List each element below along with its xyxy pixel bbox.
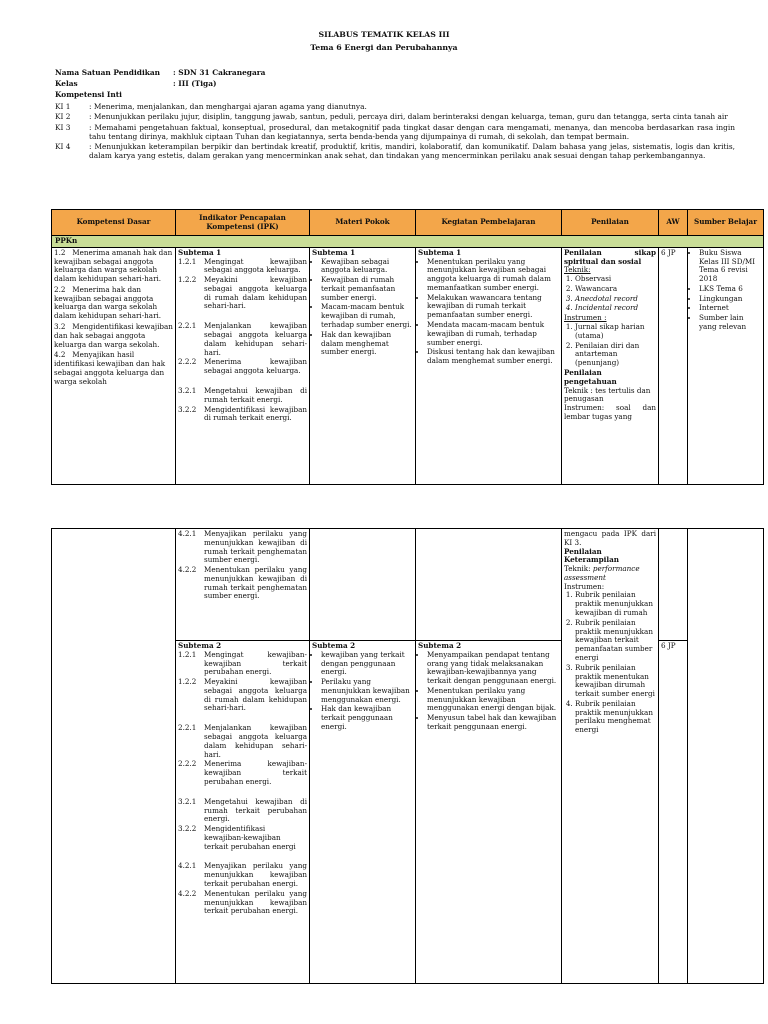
header-kegiatan: Kegiatan Pembelajaran [416,210,562,236]
penilaian-instrumen-label: Instrumen : [564,313,607,323]
ki-list [55,102,735,161]
kegiatan-item: • Mendata macam-macam bentuk kewajiban di rumah, terhadap sumber energi. [427,321,559,347]
ipk-item: 2.2.1 Menjalankan kewajiban sebagai anggota keluarga dalam kehidupan sehari-hari. [178,321,307,357]
ipk-item: 3.2.1 Mengetahui kewajiban di rumah terkait energi. [178,385,307,404]
sumber-item: • Internet [699,304,761,313]
rubrik-item: 4. Rubrik penilaian praktik menunjukkan perilaku menghemat energi [575,700,656,735]
school-value: : SDN 31 Cakranegara [173,68,266,77]
teknik-item: 3. Anecdotal record [575,295,656,304]
ki-label: KI 1 [55,102,71,111]
materi-cell-subtema-1 [310,247,416,484]
materi-subtema-heading: Subtema 2 [312,641,356,650]
kd-cell [52,247,176,484]
kegiatan-cell-continued [416,529,562,641]
ipk-item: 4.2.1 Menyajikan perilaku yang menunjukkan kewajiban terkait perubahan energi. [178,861,307,888]
header-ipk: Indikator Pencapaian Kompetensi (IPK) [176,210,310,236]
aw-cell: 6 JP [659,247,688,484]
ki-text: : Menunjukkan perilaku jujur, disiplin, tanggung jawab, santun, peduli, percaya diri, dalam berinteraksi dengan keluarga, teman, guru dan tetangga, serta cinta tanah air [89,112,728,122]
keterampilan-instrumen-label: Instrumen: [564,581,605,591]
penilaian-keterampilan-title: Penilaian Keterampilan [564,546,619,565]
ipk-item: 2.2.2 Menerima kewajiban-kewajiban terkait perubahan energi. [178,759,307,786]
rubrik-item: 2. Rubrik penilaian praktik menunjukkan kewajiban terkait pemanfaatan sumber energi [575,619,656,663]
ki-heading: Kompetensi Inti [55,90,122,99]
materi-item: • kewajiban yang terkait dengan penggunaan energi. [321,651,413,677]
kd-item: 3.2 Mengidentifikasi kewajiban dan hak sebagai anggota keluarga dan warga sekolah. [54,322,173,349]
pengetahuan-teknik: Teknik : tes tertulis dan penugasan [564,385,651,404]
ki-text: : Memahami pengetahuan faktual, konseptual, prosedural, dan metakognitif pada tingkat dasar dengan cara mengamati, menanya, dan mencoba berdasarkan rasa ingin tahu tentang dirinya, makhluk ciptaan Tuhan dan kegiatannya, serta benda-benda yang dijumpainya di rumah, di sekolah, dan tempat bermain. [89,122,735,141]
ipk-item: 3.2.2 Mengidentifikasi kewajiban-kewajiban terkait perubahan energi [178,824,296,851]
pengetahuan-instrumen-continued: mengacu pada IPK dari KI 3. [564,529,656,547]
ki-label: KI 3 [55,122,71,132]
kegiatan-item: • Diskusi tentang hak dan kewajiban dalam menghemat sumber energi. [427,348,559,366]
kegiatan-cell-subtema-2 [416,641,562,984]
ipk-item: 2.2.2 Menerima kewajiban sebagai anggota keluarga. [178,357,307,376]
pengetahuan-instrumen: Instrumen: soal dan lembar tugas yang [564,403,656,421]
kd-item: 2.2 Menerima hak dan kewajiban sebagai anggota keluarga dan warga sekolah dalam kehidupan sehari-hari. [54,284,162,321]
kegiatan-subtema-heading: Subtema 2 [418,641,462,650]
ipk-cell-subtema-1 [176,247,310,484]
header-penilaian: Penilaian [562,210,659,236]
ki-label: KI 2 [55,112,71,122]
kegiatan-item: • Melakukan wawancara tentang kewajiban di rumah terkait pemanfaatan sumber energi. [427,294,559,320]
kegiatan-item: • Menentukan perilaku yang menunjukkan kewajiban sebagai anggota keluarga di rumah dalam memanfaatkan sumber energi. [427,258,559,293]
document-title [0,28,768,54]
class-value: : III (Tiga) [173,79,217,88]
ipk-subtema-heading: Subtema 2 [178,641,222,650]
materi-subtema-heading: Subtema 1 [312,247,356,257]
kegiatan-subtema-heading: Subtema 1 [418,247,462,257]
kegiatan-cell-subtema-1 [416,247,562,484]
ki-item [55,102,735,111]
header-aw: AW [659,210,688,236]
kd-item: 4.2 Menyajikan hasil identifikasi kewajiban dan hak sebagai anggota keluarga dan warga sekolah [54,350,166,386]
sumber-item: • Buku Siswa Kelas III SD/MI Tema 6 revisi 2018 [699,249,761,284]
materi-item: • Hak dan kewajiban terkait penggunaan energi. [321,705,413,731]
ipk-cell-subtema-1-continued [176,529,310,641]
rubrik-item: 3. Rubrik penilaian praktik menentukan kewajiban dirumah terkait sumber energi [575,664,656,699]
ipk-item: 4.2.2 Menentukan perilaku yang menunjukkan kewajiban terkait perubahan energi. [178,888,307,916]
materi-item: • Macam-macam bentuk kewajiban di rumah, terhadap sumber energi. [321,303,413,329]
instrumen-item: 1. Jurnal sikap harian (utama) [575,323,656,341]
aw-cell-continued [659,529,688,641]
ipk-item: 1.2.1 Mengingat kewajiban sebagai anggota keluarga. [178,256,307,275]
ki-text: : Menunjukkan keterampilan berpikir dan bertindak kreatif, produktif, kritis, mandiri, kolaboratif, dan komunikatif. Dalam bahasa yang jelas, sistematis, logis dan kritis, dalam karya yang estetis, dalam gerakan yang mencerminkan anak sehat, dan tindakan yang mencerminkan perilaku anak sesuai dengan tahap perkembangannya. [89,142,735,161]
sumber-cell [688,247,764,484]
materi-cell-continued [310,529,416,641]
ki-text: : Menerima, menjalankan, dan menghargai ajaran agama yang dianutnya. [89,102,367,111]
class-label: Kelas [55,79,78,88]
identity-block [55,68,735,162]
sumber-cell-continued [688,529,764,984]
subject-row: PPKn [52,236,764,248]
materi-cell-subtema-2 [310,641,416,984]
ipk-item: 2.2.1 Menjalankan kewajiban sebagai anggota keluarga dalam kehidupan sehari-hari. [178,723,307,759]
header-kompetensi-dasar: Kompetensi Dasar [52,210,176,236]
ipk-item: 3.2.1 Mengetahui kewajiban di rumah terkait perubahan energi. [178,796,307,824]
ipk-item: 4.2.2 Menentukan perilaku yang menunjukkan kewajiban di rumah terkait penghematan sumber energi. [178,565,307,601]
ipk-item: 1.2.1 Mengingat kewajiban-kewajiban terkait perubahan energi. [178,649,307,677]
materi-item: • Hak dan kewajiban dalam menghemat sumber energi. [321,331,413,357]
title-line-1: SILABUS TEMATIK KELAS III [318,30,450,39]
aw-cell-subtema-2: 6 JP [659,641,688,984]
kegiatan-item: • Menentukan perilaku yang menunjukkan kewajiban menggunakan energi dengan bijak. [427,687,559,713]
ipk-item: 1.2.2 Meyakini kewajiban sebagai anggota keluarga di rumah dalam kehidupan sehari-hari. [178,275,307,311]
ipk-item: 4.2.1 Menyajikan perilaku yang menunjukkan kewajiban di rumah terkait penghematan sumber energi. [178,529,307,565]
sumber-item: • Lingkungan [699,295,761,304]
penilaian-cell [562,247,659,484]
kegiatan-item: • Menyampaikan pendapat tentang orang yang tidak melaksanakan kewajiban-kewajibannya yang terkait dengan penggunaan energi. [427,651,559,686]
ki-item [55,112,735,121]
rubrik-item: 1. Rubrik penilaian praktik menunjukkan kewajiban di rumah [575,591,656,617]
keterampilan-teknik: Teknik: performance assessment [564,564,640,582]
ki-item [55,123,735,142]
penilaian-sikap-title: Penilaian sikap spiritual dan sosial [564,247,656,266]
ipk-subtema-heading: Subtema 1 [178,247,222,257]
materi-item: • Perilaku yang menunjukkan kewajiban menggunakan energi. [321,678,413,704]
materi-item: • Kewajiban sebagai anggota keluarga. [321,258,413,276]
school-label: Nama Satuan Pendidikan [55,68,161,77]
ipk-item: 3.2.2 Mengidentifikasi kewajiban di rumah terkait energi. [178,404,307,423]
ipk-item: 1.2.2 Meyakini kewajiban sebagai anggota keluarga di rumah dalam kehidupan sehari-hari. [178,677,307,713]
ki-item [55,142,735,161]
materi-item: • Kewajiban di rumah terkait pemanfaatan sumber energi. [321,276,413,302]
title-line-2: Tema 6 Energi dan Perubahannya [310,43,458,52]
instrumen-item: 2. Penilaian diri dan antarteman (penunjang) [575,342,656,368]
header-sumber-belajar: Sumber Belajar [688,210,764,236]
syllabus-table-part-2 [51,528,764,984]
syllabus-table-part-1 [51,209,764,485]
teknik-item: 1. Observasi [575,275,656,284]
header-materi-pokok: Materi Pokok [310,210,416,236]
kegiatan-item: • Menyusun tabel hak dan kewajiban terkait penggunaan energi. [427,714,559,732]
kd-cell-continued [52,529,176,984]
penilaian-pengetahuan-title: Penilaian pengetahuan [564,367,617,386]
ipk-cell-subtema-2 [176,641,310,984]
penilaian-cell-continued [562,529,659,984]
sumber-item: • Sumber lain yang relevan [699,314,761,332]
ki-label: KI 4 [55,142,71,151]
penilaian-teknik-label: Teknik: [564,265,591,275]
teknik-item: 4. Incidental record [575,304,656,313]
sumber-item: • LKS Tema 6 [699,285,761,294]
kd-item: 1.2 Menerima amanah hak dan kewajiban sebagai anggota keluarga dan warga sekolah dalam kehidupan sehari-hari. [54,247,173,284]
teknik-item: 2. Wawancara [575,285,656,294]
